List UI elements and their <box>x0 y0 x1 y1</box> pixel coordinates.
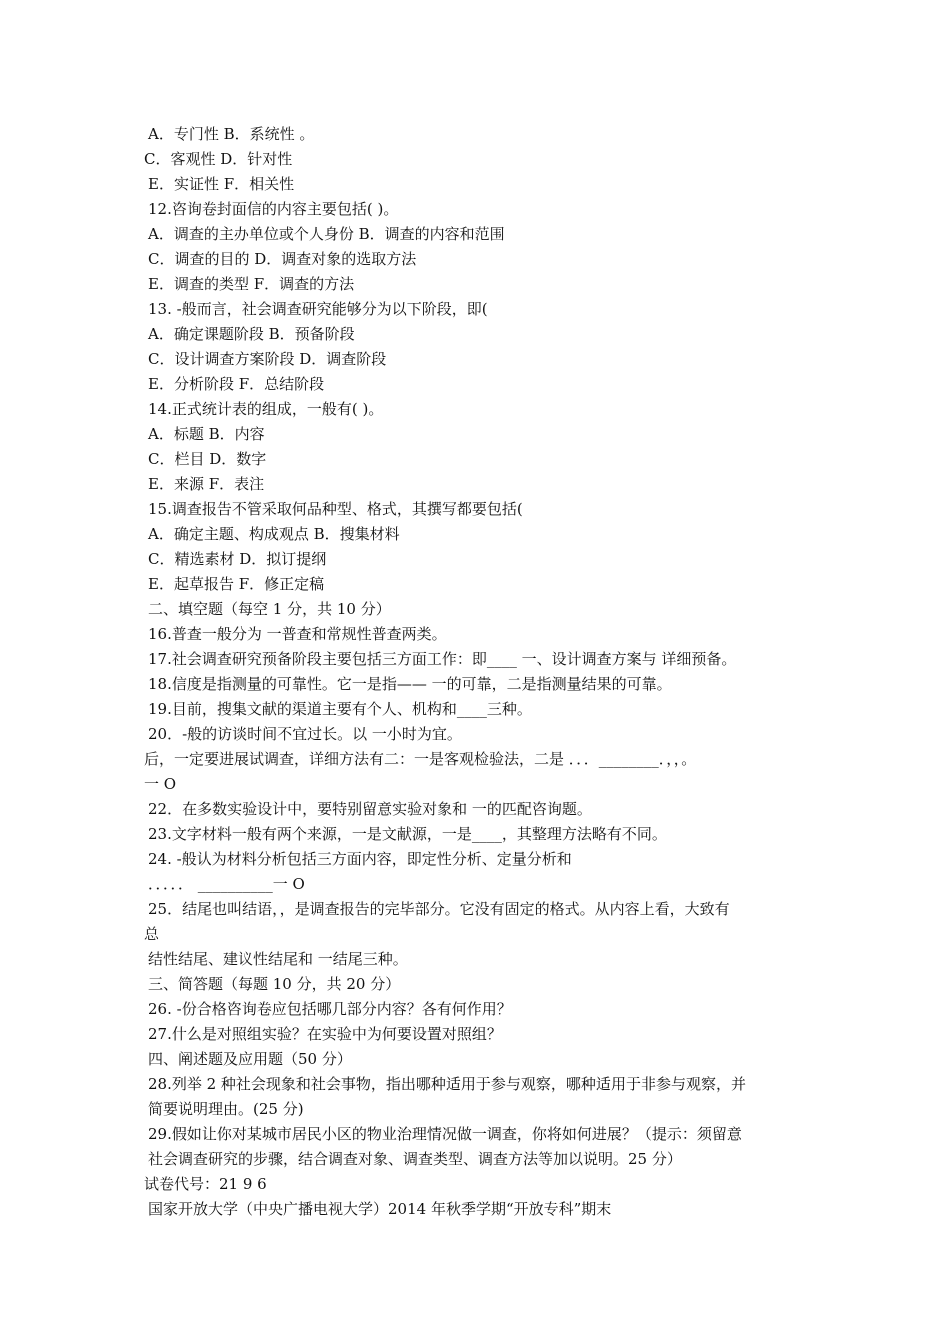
question-12: 12.咨询卷封面信的内容主要包括( )。 <box>148 200 399 218</box>
section-heading-essay: 四、阐述题及应用题（50 分） <box>148 1050 352 1068</box>
question-20: 20．-般的访谈时间不宜过长。以 一小时为宜。 <box>148 725 462 743</box>
text-line: ．．．．． __________一 O <box>148 875 305 893</box>
question-16: 16.普查一般分为 一普查和常规性普查两类。 <box>148 625 447 643</box>
question-28: 28.列举 2 种社会现象和社会事物，指出哪种适用于参与观察，哪种适用于非参与观察，并 <box>148 1075 746 1093</box>
text-line: A．专门性 B．系统性 。 <box>148 125 315 143</box>
text-line: C．精选素材 D．拟订提纲 <box>148 550 327 568</box>
question-15: 15.调查报告不管采取何品种型、格式，其撰写都要包括( <box>148 500 523 518</box>
question-25: 25．结尾也叫结语，，是调查报告的完毕部分。它没有固定的格式。从内容上看，大致有 <box>148 900 730 918</box>
question-26: 26. -份合格咨询卷应包括哪几部分内容？各有何作用？ <box>148 1000 512 1018</box>
question-29: 29.假如让你对某城市居民小区的物业治理情况做一调查，你将如何进展？（提示：须留意 <box>148 1125 742 1143</box>
question-18: 18.信度是指测量的可靠性。它一是指—— 一的可靠，二是指测量结果的可靠。 <box>148 675 672 693</box>
question-23: 23.文字材料一般有两个来源，一是文献源，一是____，其整理方法略有不同。 <box>148 825 667 843</box>
exam-header: 国家开放大学（中央广播电视大学）2014 年秋季学期“开放专科”期末 <box>148 1200 612 1218</box>
text-line: 社会调查研究的步骤，结合调查对象、调查类型、调查方法等加以说明。25 分） <box>148 1150 682 1168</box>
text-line: E．起草报告 F．修正定稿 <box>148 575 325 593</box>
text-line: 简要说明理由。(25 分) <box>148 1100 304 1118</box>
text-line: A．确定主题、构成观点 B．搜集材料 <box>148 525 400 543</box>
exam-text <box>0 122 950 1222</box>
text-line: E．实证性 F．相关性 <box>148 175 295 193</box>
paper-code: 试卷代号：21 9 6 <box>144 1175 267 1193</box>
text-line: C．调查的目的 D．调查对象的选取方法 <box>148 250 417 268</box>
text-line: A．确定课题阶段 B．预备阶段 <box>148 325 355 343</box>
question-14: 14.正式统计表的组成，一般有( )。 <box>148 400 384 418</box>
text-line: E．调查的类型 F．调查的方法 <box>148 275 355 293</box>
section-heading-short-answer: 三、简答题（每题 10 分，共 20 分） <box>148 975 401 993</box>
text-line: C．栏目 D．数字 <box>148 450 267 468</box>
question-27: 27.什么是对照组实验？在实验中为何要设置对照组？ <box>148 1025 502 1043</box>
question-19: 19.目前，搜集文献的渠道主要有个人、机构和____三种。 <box>148 700 532 718</box>
text-line: A．标题 B．内容 <box>148 425 265 443</box>
text-line: E．来源 F．表注 <box>148 475 265 493</box>
text-line: C．设计调查方案阶段 D．调查阶段 <box>148 350 387 368</box>
section-heading-fill-in: 二、填空题（每空 1 分，共 10 分） <box>148 600 391 618</box>
text-line: E．分析阶段 F．总结阶段 <box>148 375 325 393</box>
text-line: 后，一定要进展试调查，详细方法有二：一是客观检验法，二是 ．．．________．，，。 <box>144 750 697 768</box>
question-22: 22．在多数实验设计中，要特别留意实验对象和 一的匹配咨询题。 <box>148 800 592 818</box>
text-line: 一 O <box>144 775 177 793</box>
text-line: A．调查的主办单位或个人身份 B．调查的内容和范围 <box>148 225 505 243</box>
question-24: 24. -般认为材料分析包括三方面内容，即定性分析、定量分析和 <box>148 850 572 868</box>
text-line: 总 <box>144 925 160 943</box>
text-line: C．客观性 D．针对性 <box>144 150 293 168</box>
text-line: 结性结尾、建议性结尾和 一结尾三种。 <box>148 950 408 968</box>
question-13: 13. -般而言，社会调查研究能够分为以下阶段，即( <box>148 300 488 318</box>
question-17: 17.社会调查研究预备阶段主要包括三方面工作：即____ 一、设计调查方案与 详细预备。 <box>148 650 737 668</box>
